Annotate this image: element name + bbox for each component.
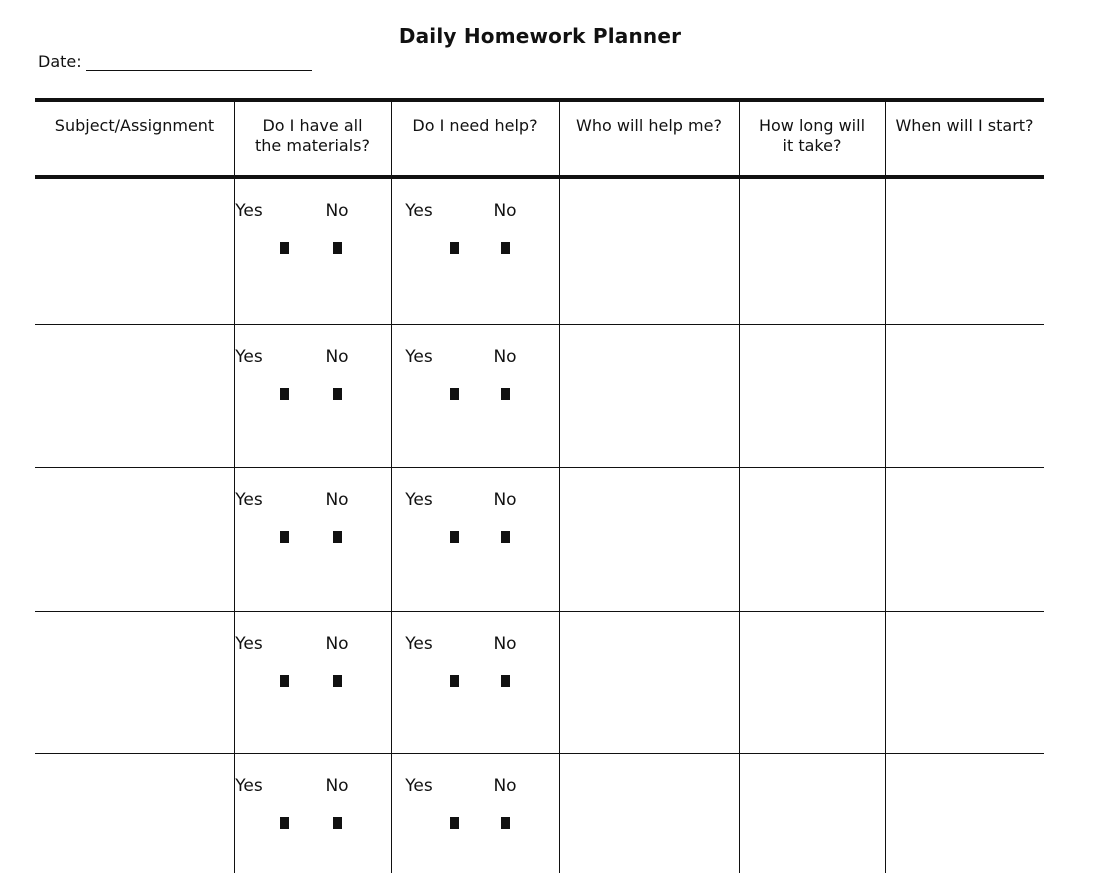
column-header-helper: Who will help me?: [576, 116, 722, 135]
materials-no-checkbox[interactable]: [333, 675, 342, 687]
duration-cell[interactable]: [740, 755, 884, 872]
materials-yes-checkbox[interactable]: [280, 388, 289, 400]
no-label: No: [325, 776, 349, 796]
no-label: No: [493, 490, 517, 510]
materials-no-checkbox[interactable]: [333, 388, 342, 400]
materials-yes-checkbox[interactable]: [280, 531, 289, 543]
materials-no-checkbox[interactable]: [333, 531, 342, 543]
no-label: No: [325, 201, 349, 221]
start-cell[interactable]: [886, 326, 1043, 466]
no-label: No: [493, 776, 517, 796]
row-separator: [35, 324, 1044, 325]
help-no-checkbox[interactable]: [501, 388, 510, 400]
subject-cell[interactable]: [36, 613, 233, 752]
helper-cell[interactable]: [560, 755, 738, 872]
yes-label: Yes: [235, 347, 263, 367]
yes-label: Yes: [235, 634, 263, 654]
column-header-duration: How long will it take?: [758, 116, 866, 155]
column-header-help: Do I need help?: [412, 116, 538, 135]
yes-label: Yes: [405, 201, 433, 221]
row-separator: [35, 753, 1044, 754]
column-header-subject: Subject/Assignment: [54, 116, 215, 135]
no-label: No: [493, 634, 517, 654]
helper-cell[interactable]: [560, 613, 738, 752]
no-label: No: [325, 634, 349, 654]
materials-yes-checkbox[interactable]: [280, 675, 289, 687]
subject-cell[interactable]: [36, 755, 233, 872]
start-cell[interactable]: [886, 613, 1043, 752]
no-label: No: [325, 347, 349, 367]
table-top-rule: [35, 98, 1044, 102]
duration-cell[interactable]: [740, 326, 884, 466]
subject-cell[interactable]: [36, 469, 233, 610]
materials-no-checkbox[interactable]: [333, 242, 342, 254]
yes-label: Yes: [405, 634, 433, 654]
page-title: Daily Homework Planner: [398, 24, 682, 48]
homework-table: [35, 98, 1044, 873]
help-cell: [392, 755, 558, 872]
help-yes-checkbox[interactable]: [450, 531, 459, 543]
start-cell[interactable]: [886, 469, 1043, 610]
materials-yes-checkbox[interactable]: [280, 817, 289, 829]
no-label: No: [325, 490, 349, 510]
date-label: Date:: [38, 52, 82, 71]
no-label: No: [493, 201, 517, 221]
help-yes-checkbox[interactable]: [450, 242, 459, 254]
yes-label: Yes: [235, 776, 263, 796]
help-yes-checkbox[interactable]: [450, 388, 459, 400]
column-header-materials: Do I have all the materials?: [255, 116, 370, 155]
yes-label: Yes: [405, 347, 433, 367]
yes-label: Yes: [405, 776, 433, 796]
help-no-checkbox[interactable]: [501, 531, 510, 543]
date-field[interactable]: [86, 52, 312, 71]
duration-cell[interactable]: [740, 613, 884, 752]
yes-label: Yes: [235, 201, 263, 221]
start-cell[interactable]: [886, 755, 1043, 872]
row-separator: [35, 611, 1044, 612]
help-no-checkbox[interactable]: [501, 675, 510, 687]
help-no-checkbox[interactable]: [501, 242, 510, 254]
row-separator: [35, 467, 1044, 468]
materials-no-checkbox[interactable]: [333, 817, 342, 829]
subject-cell[interactable]: [36, 326, 233, 466]
duration-cell[interactable]: [740, 180, 884, 323]
yes-label: Yes: [405, 490, 433, 510]
helper-cell[interactable]: [560, 180, 738, 323]
yes-label: Yes: [235, 490, 263, 510]
help-yes-checkbox[interactable]: [450, 817, 459, 829]
help-no-checkbox[interactable]: [501, 817, 510, 829]
help-yes-checkbox[interactable]: [450, 675, 459, 687]
header-bottom-rule: [35, 175, 1044, 179]
no-label: No: [493, 347, 517, 367]
start-cell[interactable]: [886, 180, 1043, 323]
subject-cell[interactable]: [36, 180, 233, 323]
date-row: [38, 52, 312, 71]
duration-cell[interactable]: [740, 469, 884, 610]
column-header-start: When will I start?: [895, 116, 1034, 135]
helper-cell[interactable]: [560, 469, 738, 610]
helper-cell[interactable]: [560, 326, 738, 466]
materials-cell: [235, 755, 390, 872]
materials-yes-checkbox[interactable]: [280, 242, 289, 254]
